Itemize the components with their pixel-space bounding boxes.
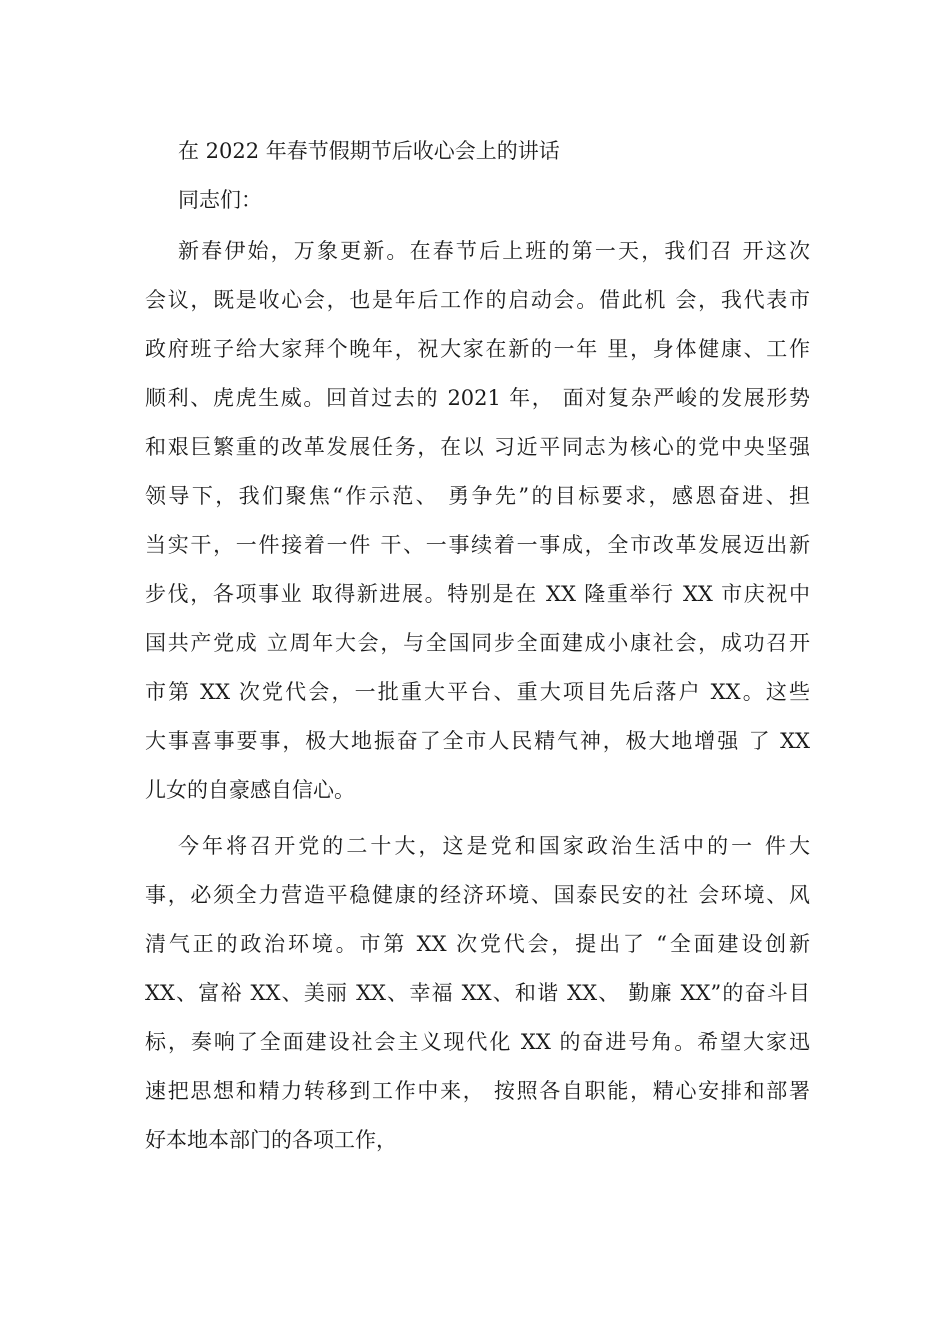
- paragraph-line: 步伐，各项事业 取得新进展。特别是在 XX 隆重举行 XX 市庆祝中: [145, 582, 810, 606]
- paragraph-line: 速把思想和精力转移到工作中来， 按照各自职能，精心安排和部署: [145, 1079, 810, 1103]
- paragraph-line: 标，奏响了全面建设社会主义现代化 XX 的奋进号角。希望大家迅: [145, 1030, 810, 1054]
- speech-title: 在 2022 年春节假期节后收心会上的讲话: [178, 139, 560, 163]
- paragraph-line: 事，必须全力营造平稳健康的经济环境、国泰民安的社 会环境、风: [145, 883, 810, 907]
- paragraph-line: 会议，既是收心会，也是年后工作的启动会。借此机 会，我代表市: [145, 288, 810, 312]
- paragraph-line: 好本地本部门的各项工作，: [145, 1128, 397, 1152]
- paragraph-line: 儿女的自豪感自信心。: [145, 778, 355, 802]
- paragraph-line: 领导下，我们聚焦“作示范、 勇争先”的目标要求，感恩奋进、担: [145, 484, 810, 508]
- paragraph-line: 新春伊始，万象更新。在春节后上班的第一天，我们召 开这次: [178, 239, 810, 263]
- paragraph-line: 和艰巨繁重的改革发展任务，在以 习近平同志为核心的党中央坚强: [145, 435, 810, 459]
- salutation: 同志们：: [178, 188, 262, 212]
- paragraph-line: 国共产党成 立周年大会，与全国同步全面建成小康社会，成功召开: [145, 631, 810, 655]
- paragraph-line: 市第 XX 次党代会，一批重大平台、重大项目先后落户 XX。这些: [145, 680, 810, 704]
- paragraph-1: [145, 236, 810, 824]
- paragraph-line: 清气正的政治环境。市第 XX 次党代会，提出了 “全面建设创新: [145, 932, 810, 956]
- paragraph-line: 政府班子给大家拜个晚年，祝大家在新的一年 里，身体健康、工作: [145, 337, 810, 361]
- paragraph-2: [145, 831, 810, 1174]
- paragraph-line: 顺利、虎虎生威。回首过去的 2021 年， 面对复杂严峻的发展形势: [145, 386, 810, 410]
- paragraph-line: 当实干，一件接着一件 干、一事续着一事成，全市改革发展迈出新: [145, 533, 810, 557]
- paragraph-line: 今年将召开党的二十大，这是党和国家政治生活中的一 件大: [178, 834, 810, 858]
- paragraph-line: XX、富裕 XX、美丽 XX、幸福 XX、和谐 XX、 勤廉 XX”的奋斗目: [145, 981, 810, 1005]
- paragraph-line: 大事喜事要事，极大地振奋了全市人民精气神，极大地增强 了 XX: [145, 729, 810, 753]
